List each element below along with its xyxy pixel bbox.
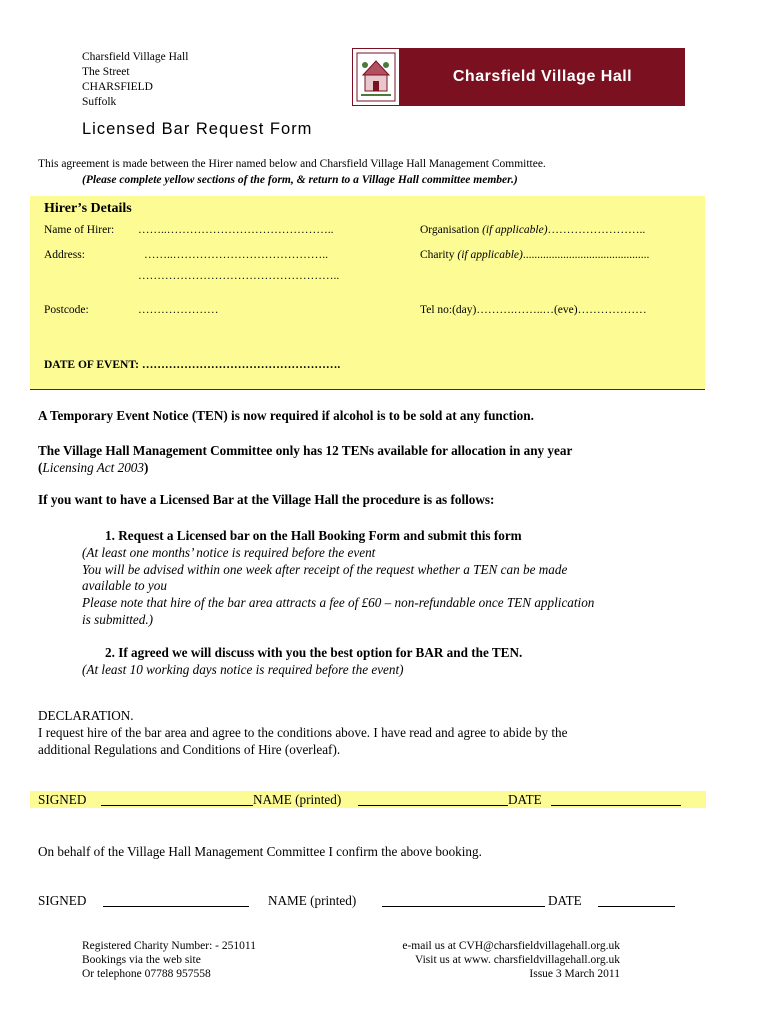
- address-line: Charsfield Village Hall: [82, 51, 189, 63]
- website-info[interactable]: Visit us at www. charsfieldvillagehall.org.uk: [415, 954, 620, 966]
- committee-ten-limit: The Village Hall Management Committee only has 12 TENs available for allocation in any year: [38, 443, 573, 458]
- hirer-date-label: DATE: [508, 792, 542, 807]
- charity-number: Registered Charity Number: - 251011: [82, 940, 256, 952]
- date-of-event-dots: …………………………………………….: [141, 359, 341, 371]
- licensing-act: Licensing Act 2003: [42, 460, 144, 475]
- telephone-field[interactable]: Tel no:(day)……….……..…(eve)………………: [420, 304, 647, 316]
- licensing-act-reference: [38, 460, 148, 476]
- hirer-signed-label: SIGNED: [38, 792, 87, 807]
- address-line: CHARSFIELD: [82, 81, 153, 93]
- declaration-text: additional Regulations and Conditions of Hire (overleaf).: [38, 742, 341, 757]
- page-title: Licensed Bar Request Form: [82, 120, 313, 138]
- hirer-date-line[interactable]: [551, 805, 681, 806]
- step2-note: (At least 10 working days notice is required before the event): [82, 662, 404, 677]
- declaration-text: I request hire of the bar area and agree to the conditions above. I have read and agree to abide by the: [38, 725, 568, 740]
- intro-text: This agreement is made between the Hirer named below and Charsfield Village Hall Management Committee.: [38, 158, 546, 170]
- brand-banner: [400, 48, 685, 106]
- organisation-label: Organisation: [420, 224, 480, 236]
- hirer-details-heading: Hirer’s Details: [44, 201, 132, 216]
- hall-address: [82, 50, 188, 110]
- step1-note: available to you: [82, 578, 167, 593]
- charity-field[interactable]: [420, 249, 649, 261]
- postcode-field[interactable]: …………………: [138, 304, 219, 316]
- hirer-signed-line[interactable]: [101, 805, 253, 806]
- step1-note: is submitted.): [82, 612, 154, 627]
- ten-notice: A Temporary Event Notice (TEN) is now required if alcohol is to be sold at any function.: [38, 408, 534, 423]
- name-of-hirer-label: Name of Hirer:: [44, 224, 115, 236]
- step2-heading: 2. If agreed we will discuss with you the best option for BAR and the TEN.: [105, 645, 523, 660]
- email-info[interactable]: e-mail us at CVH@charsfieldvillagehall.org.uk: [402, 940, 620, 952]
- date-of-event-label: DATE OF EVENT:: [44, 359, 139, 371]
- committee-date-label: DATE: [548, 893, 582, 908]
- name-of-hirer-field[interactable]: ……..……………………………………..: [138, 224, 334, 236]
- village-hall-crest-icon: [352, 48, 400, 106]
- address-field-line1[interactable]: ……..…………………………………..: [144, 249, 328, 261]
- footer-right: [402, 939, 620, 981]
- committee-confirmation: On behalf of the Village Hall Management Committee I confirm the above booking.: [38, 844, 482, 859]
- charity-label: Charity: [420, 249, 455, 261]
- procedure-heading: If you want to have a Licensed Bar at the Village Hall the procedure is as follows:: [38, 492, 495, 507]
- charity-note: (if applicable): [457, 249, 523, 261]
- declaration-heading: DECLARATION.: [38, 708, 134, 723]
- hirer-name-line[interactable]: [358, 805, 508, 806]
- paren-close: ): [144, 460, 149, 475]
- address-field-line2[interactable]: ……………………………………………..: [138, 270, 340, 282]
- telephone-info: Or telephone 07788 957558: [82, 968, 211, 980]
- address-line: The Street: [82, 66, 130, 78]
- hirer-name-label: NAME (printed): [253, 792, 342, 807]
- organisation-field[interactable]: [420, 224, 645, 236]
- date-of-event-field[interactable]: [44, 359, 340, 371]
- organisation-dots: ……………………..: [547, 224, 646, 236]
- step1-note: Please note that hire of the bar area attracts a fee of £60 – non-refundable once TEN application: [82, 595, 595, 610]
- postcode-label: Postcode:: [44, 304, 89, 316]
- footer-left: [82, 939, 256, 981]
- committee-signed-label: SIGNED: [38, 893, 87, 908]
- bookings-info: Bookings via the web site: [82, 954, 201, 966]
- step1-note: You will be advised within one week after receipt of the request whether a TEN can be made: [82, 562, 568, 577]
- intro-instruction: (Please complete yellow sections of the form, & return to a Village Hall committee member.): [82, 174, 518, 186]
- address-line: Suffolk: [82, 96, 117, 108]
- committee-date-line[interactable]: [598, 906, 675, 907]
- organisation-note: (if applicable): [482, 224, 548, 236]
- step1-note: (At least one months’ notice is required before the event: [82, 545, 376, 560]
- committee-name-line[interactable]: [382, 906, 545, 907]
- address-label: Address:: [44, 249, 85, 261]
- step1-heading: 1. Request a Licensed bar on the Hall Booking Form and submit this form: [105, 528, 522, 543]
- committee-signed-line[interactable]: [103, 906, 249, 907]
- issue-info: Issue 3 March 2011: [529, 968, 620, 980]
- banner-title: Charsfield Village Hall: [452, 68, 633, 85]
- committee-name-label: NAME (printed): [268, 893, 357, 908]
- paren-open: (: [38, 460, 43, 475]
- charity-dots: ............................................: [522, 249, 650, 261]
